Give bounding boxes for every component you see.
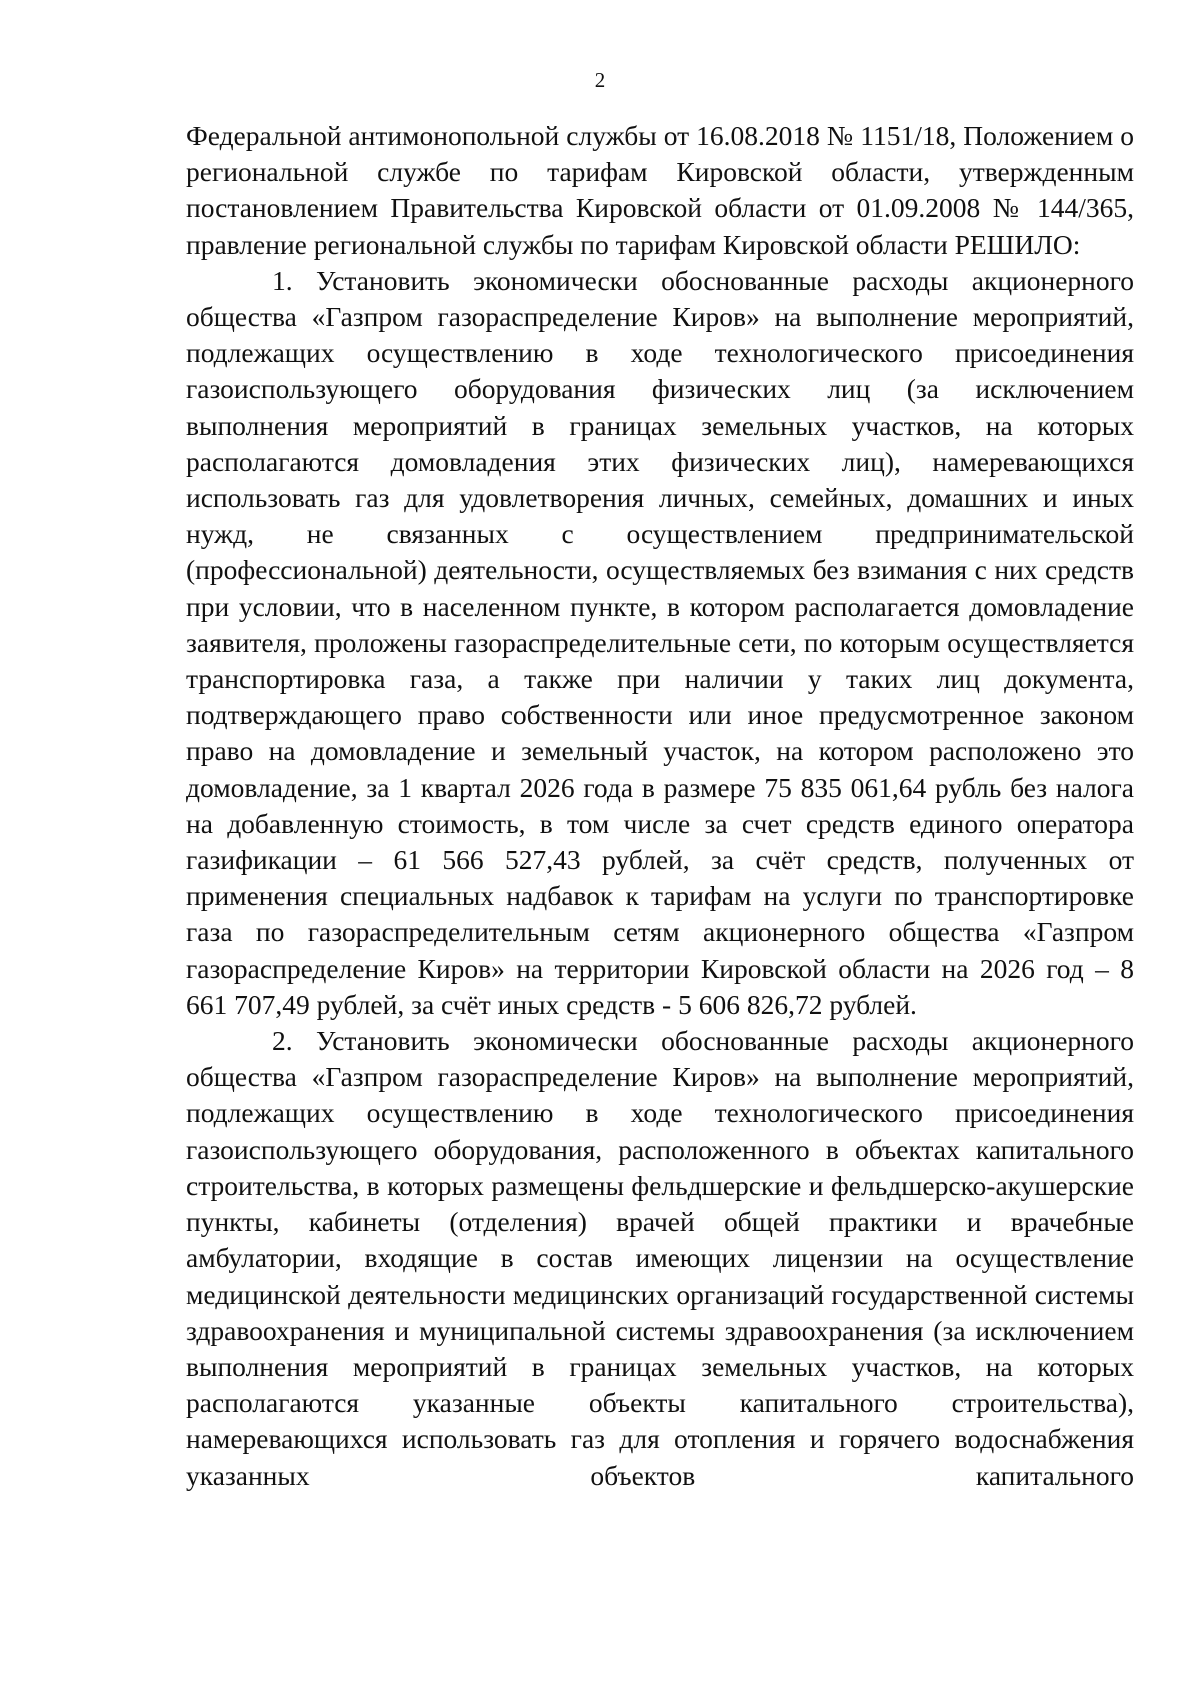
page-number: 2 [594,68,606,92]
paragraph-intro: Федеральной антимонопольной службы от 16.08.2018 № 1151/18, Положением о региональной службе по тарифам Кировской области, утвержденным постановлением Правительства Кировской области от 01.09.2008 № 144/365, правление региональной службы по тарифам Кировской области РЕШИЛО: [186,120,1134,260]
document-body [186,118,1134,1494]
paragraph-item-1: 1. Установить экономически обоснованные расходы акционерного общества «Газпром газораспределение Киров» на выполнение мероприятий, подлежащих осуществлению в ходе технологического присоединения газоиспользующего оборудования физических лиц (за исключением выполнения мероприятий в границах земельных участков, на которых располагаются домовладения этих физических лиц), намеревающихся использовать газ для удовлетворения личных, семейных, домашних и иных нужд, не связанных с осуществлением предпринимательской (профессиональной) деятельности, осуществляемых без взимания с них средств при условии, что в населенном пункте, в котором располагается домовладение заявителя, проложены газораспределительные сети, по которым осуществляется транспортировка газа, а также при наличии у таких лиц документа, подтверждающего право собственности или иное предусмотренное законом право на домовладение и земельный участок, на котором расположено это домовладение, за 1 квартал 2026 года в размере 75 835 061,64 рубль без налога на добавленную стоимость, в том числе за счет средств единого оператора газификации – 61 566 527,43 рублей, за счёт средств, полученных от применения специальных надбавок к тарифам на услуги по транспортировке газа по газораспределительным сетям акционерного общества «Газпром газораспределение Киров» на территории Кировской области на 2026 год – 8 661 707,49 рублей, за счёт иных средств - 5 606 826,72 рублей. [186,264,1134,1020]
paragraph-item-2: 2. Установить экономически обоснованные расходы акционерного общества «Газпром газораспределение Киров» на выполнение мероприятий, подлежащих осуществлению в ходе технологического присоединения газоиспользующего оборудования, расположенного в объектах капитального строительства, в которых размещены фельдшерские и фельдшерско-акушерские пункты, кабинеты (отделения) врачей общей практики и врачебные амбулатории, входящие в состав имеющих лицензии на осуществление медицинской деятельности медицинских организаций государственной системы здравоохранения и муниципальной системы здравоохранения (за исключением выполнения мероприятий в границах земельных участков, на которых располагаются указанные объекты капитального строительства), намеревающихся использовать газ для отопления и горячего водоснабжения указанных объектов капитального [186,1025,1134,1491]
